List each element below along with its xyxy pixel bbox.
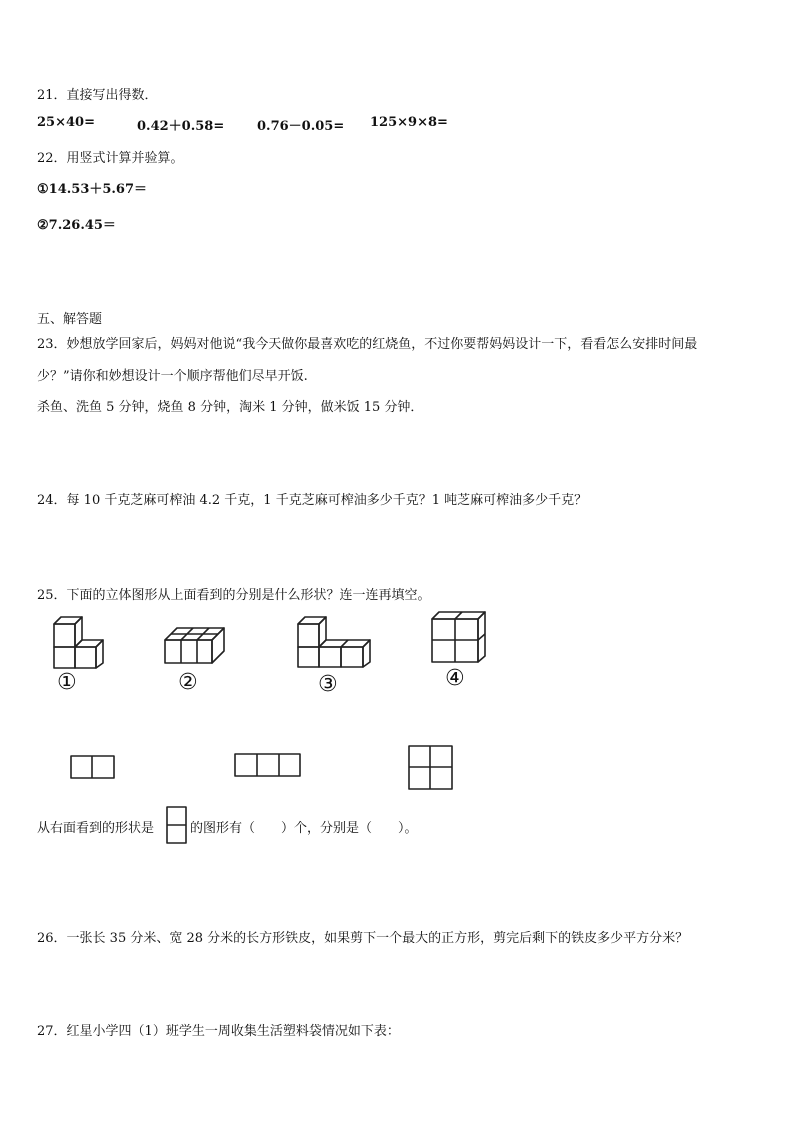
q25-title: 25．下面的立体图形从上面看到的分别是什么形状？连一连再填空。 — [37, 588, 431, 603]
q21-item-2: 0.42＋0.58= — [137, 119, 225, 134]
q21-item-3: 0.76－0.05= — [257, 119, 345, 134]
q26-text: 26．一张长 35 分米、宽 28 分米的长方形铁皮，如果剪下一个最大的正方形，剪完后剩下的铁皮多少平方分米？ — [37, 931, 689, 946]
vertical-two-squares-shape — [166, 806, 188, 846]
q22-title: 22．用竖式计算并验算。 — [37, 151, 184, 166]
q21-item-4: 125×9×8= — [370, 115, 448, 130]
view-shape-four-squares — [408, 745, 454, 791]
view-shape-three-squares — [234, 753, 302, 779]
figure-label-2: ② — [178, 670, 198, 695]
solid-figure-1 — [50, 612, 110, 672]
q22-item-1: ①14.53＋5.67＝ — [37, 182, 148, 197]
q24-text: 24．每 10 千克芝麻可榨油 4.2 千克，1 千克芝麻可榨油多少千克？1 吨芝麻可榨油多少千克？ — [37, 493, 588, 508]
section-title: 五、解答题 — [37, 312, 103, 327]
solid-figure-4 — [430, 608, 490, 666]
q21-title: 21．直接写出得数． — [37, 88, 158, 103]
q23-line-1: 23．妙想放学回家后，妈妈对他说“我今天做你最喜欢吃的红烧鱼，不过你要帮妈妈设计一下，看看怎么安排时间最 — [37, 337, 698, 352]
figure-label-4: ④ — [445, 666, 465, 691]
figure-label-3: ③ — [318, 672, 338, 697]
q25-fill-suffix: 的图形有（ ）个，分别是（ ）。 — [190, 821, 418, 836]
q21-item-1: 25×40= — [37, 115, 95, 130]
solid-figure-2 — [162, 624, 228, 668]
q22-item-2: ②7.26.45＝ — [37, 218, 116, 233]
view-shape-two-squares — [70, 755, 116, 781]
q27-text: 27．红星小学四（1）班学生一周收集生活塑料袋情况如下表： — [37, 1024, 400, 1039]
figure-label-1: ① — [57, 670, 77, 695]
q25-fill-prefix: 从右面看到的形状是 — [37, 821, 155, 836]
solid-figure-3 — [295, 612, 375, 672]
q23-line-2: 少？”请你和妙想设计一个顺序帮他们尽早开饭. — [37, 369, 308, 384]
q23-line-3: 杀鱼、洗鱼 5 分钟，烧鱼 8 分钟，淘米 1 分钟，做米饭 15 分钟． — [37, 400, 424, 415]
